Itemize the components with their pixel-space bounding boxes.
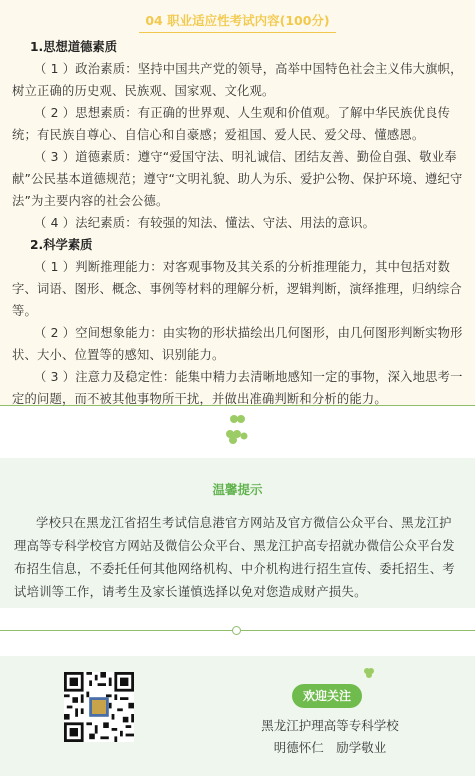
section-header [0, 10, 475, 33]
school-motto: 明德怀仁 励学敬业 [273, 740, 387, 755]
moral-item: （ 2 ）思想素质：有正确的世界观、人生观和价值观。了解中华民族优良传统；有民族自尊心、自信心和自豪感；爱祖国、爱人民、爱父母、懂感恩。 [12, 106, 451, 142]
section-title: 职业适应性考试内容(100分) [167, 13, 330, 28]
science-item: （ 2 ）空间想象能力：由实物的形状描绘出几何图形，由几何图形判断实物形状、大小、位置等的感知、识别能力。 [12, 326, 463, 362]
heading-moral: 1.思想道德素质 [30, 40, 118, 54]
tip-text: 学校只在黑龙江省招生考试信息港官方网站及官方微信公众平台、黑龙江护理高等专科学校官方网站及微信公众平台、黑龙江护高专招就办微信公众平台发布招生信息，不委托任何其他网络机构、中介机构进行招生宣传、委托招生、考试培训等工作，请考生及家长谨慎选择以免对您造成财产损失。 [14, 516, 455, 599]
divider-dot [232, 626, 241, 635]
footer [0, 656, 475, 776]
school-name: 黑龙江护理高等专科学校 [261, 718, 399, 733]
warm-tip-panel [0, 458, 475, 608]
clover-icon [222, 412, 254, 446]
heading-science: 2.科学素质 [30, 238, 93, 252]
moral-item: （ 4 ）法纪素质：有较强的知法、懂法、守法、用法的意识。 [34, 216, 376, 230]
section-body [12, 36, 464, 410]
section-number: 04 [145, 13, 163, 28]
tip-title: 温馨提示 [212, 482, 263, 497]
science-item: （ 1 ）判断推理能力：对客观事物及其关系的分析推理能力，其中包括对数字、词语、图形、概念、事例等材料的理解分析，逻辑判断，演绎推理，归纳综合等。 [12, 260, 462, 318]
science-item: （ 3 ）注意力及稳定性：能集中精力去清晰地感知一定的事物，深入地思考一定的问题，而不被其他事物所干扰，并做出准确判断和分析的能力。 [12, 370, 463, 406]
moral-item: （ 3 ）道德素质：遵守“爱国守法、明礼诚信、团结友善、勤俭自强、敬业奉献”公民基本道德规范；遵守“文明礼貌、助人为乐、爱护公物、保护环境、遵纪守法”为主要内容的社会公德。 [12, 150, 463, 208]
follow-badge[interactable]: 欢迎关注 [292, 684, 362, 708]
clover-icon [362, 666, 376, 680]
moral-item: （ 1 ）政治素质：坚持中国共产党的领导，高举中国特色社会主义伟大旗帜，树立正确的历史观、民族观、国家观、文化观。 [12, 62, 463, 98]
qr-code[interactable] [64, 672, 134, 742]
section-title-wrap [139, 11, 335, 33]
